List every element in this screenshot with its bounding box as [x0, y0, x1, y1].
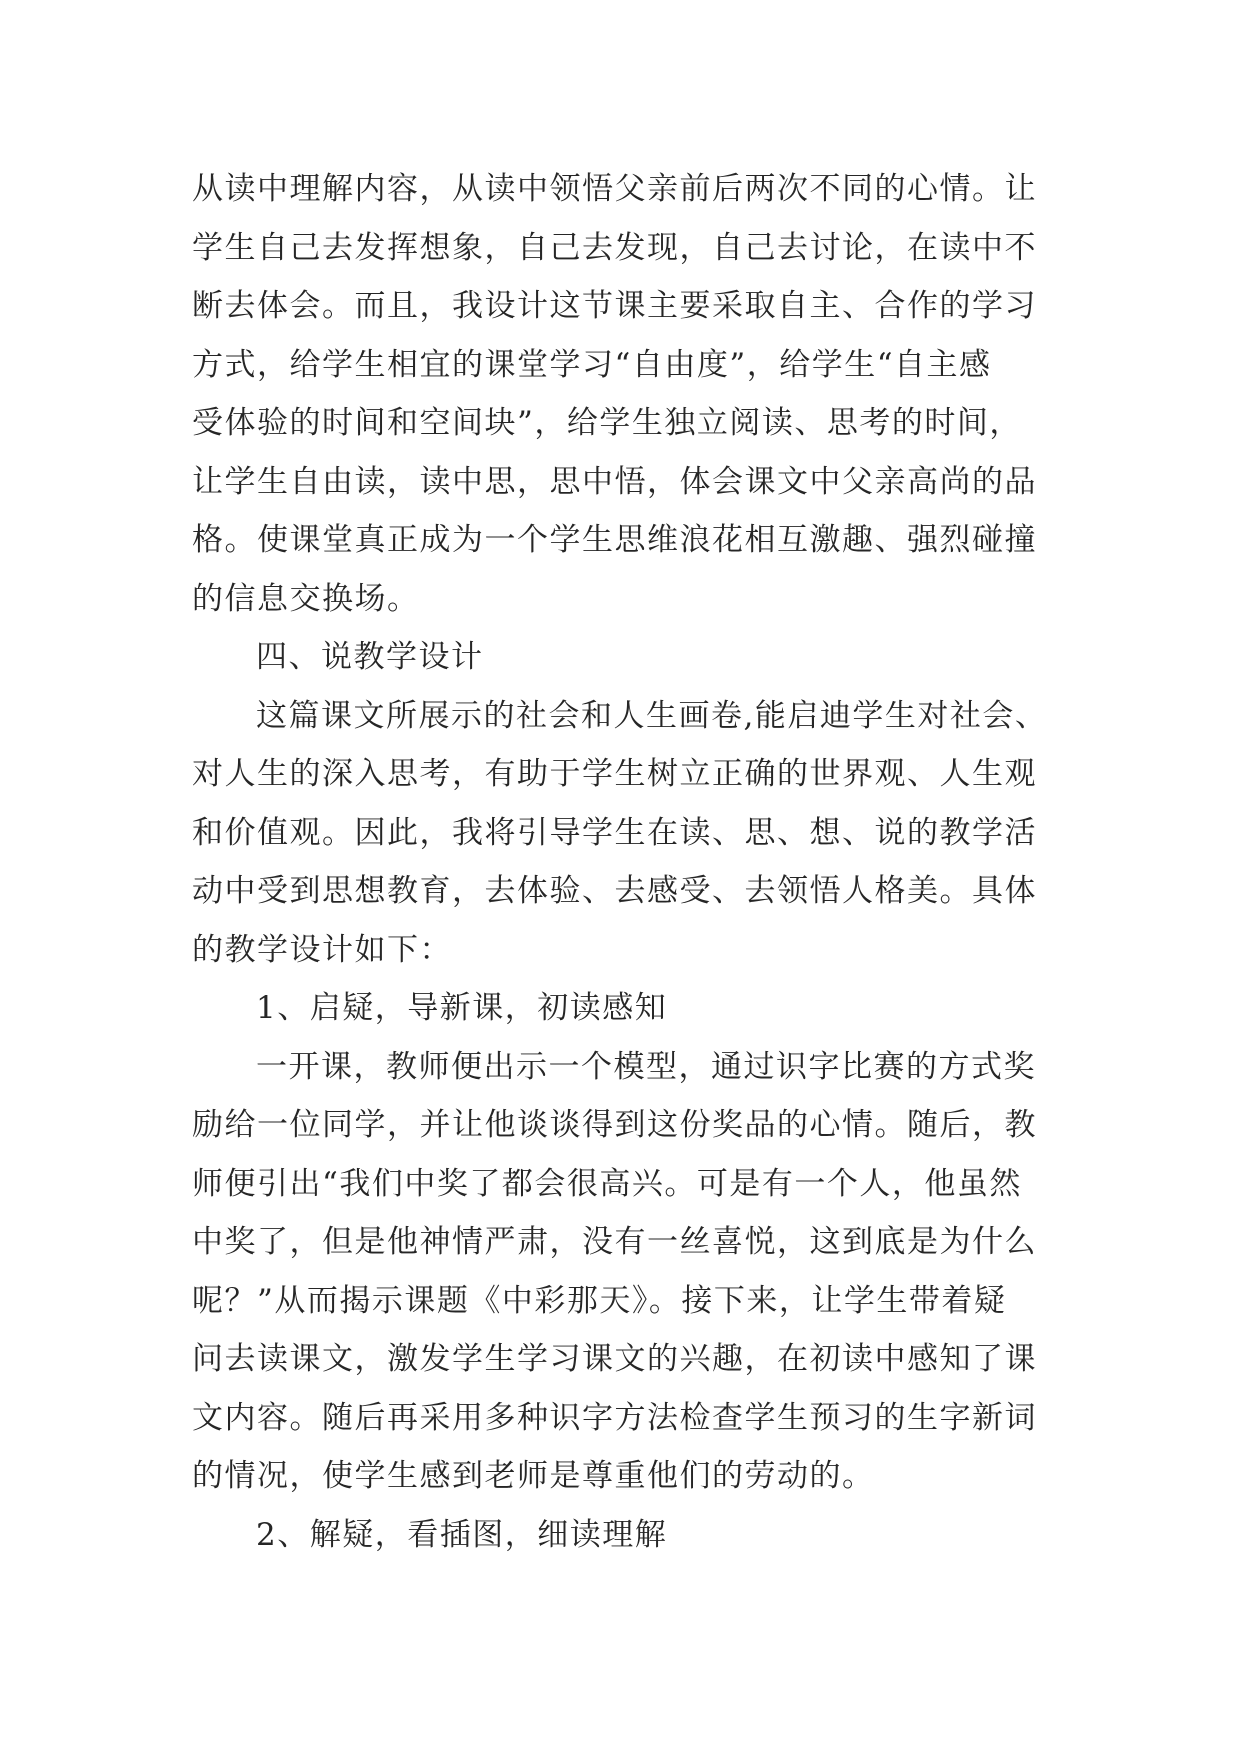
text-line: 受体验的时间和空间块”，给学生独立阅读、思考的时间，: [192, 405, 1022, 441]
text-line: 励给一位同学，并让他谈谈得到这份奖品的心情。随后，教: [192, 1107, 1037, 1143]
document-body: [192, 160, 1064, 1564]
text-line: 文内容。随后再采用多种识字方法检查学生预习的生字新词: [192, 1399, 1037, 1436]
subsection-heading: 1、启疑，导新课，初读感知: [256, 990, 668, 1026]
text-line: 的教学设计如下：: [192, 931, 452, 968]
text-line: 师便引出“我们中奖了都会很高兴。可是有一个人，他虽然: [192, 1165, 1022, 1202]
text-line: 的信息交换场。: [192, 580, 420, 617]
text-line: 中奖了，但是他神情严肃，没有一丝喜悦，这到底是为什么: [192, 1224, 1037, 1260]
section-heading: 四、说教学设计: [256, 639, 484, 675]
text-line: 的情况，使学生感到老师是尊重他们的劳动的。: [192, 1458, 875, 1494]
text-line: 从读中理解内容，从读中领悟父亲前后两次不同的心情。让: [192, 171, 1037, 207]
text-line: 断去体会。而且，我设计这节课主要采取自主、合作的学习: [192, 288, 1037, 324]
text-line: 让学生自由读，读中思，思中悟，体会课文中父亲高尚的品: [192, 463, 1037, 500]
text-line: 学生自己去发挥想象，自己去发现，自己去讨论，在读中不: [192, 229, 1037, 266]
subsection-heading: 2、解疑，看插图，细读理解: [256, 1516, 668, 1553]
text-line: 一开课，教师便出示一个模型，通过识字比赛的方式奖: [256, 1048, 1036, 1085]
text-line: 和价值观。因此，我将引导学生在读、思、想、说的教学活: [192, 814, 1037, 851]
text-line: 方式，给学生相宜的课堂学习“自由度”，给学生“自主感: [192, 346, 992, 383]
text-line: 呢？”从而揭示课题《中彩那天》。接下来，让学生带着疑: [192, 1282, 1007, 1319]
text-line: 这篇课文所展示的社会和人生画卷,能启迪学生对社会、: [256, 697, 1048, 734]
text-line: 问去读课文，激发学生学习课文的兴趣，在初读中感知了课: [192, 1341, 1037, 1377]
text-line: 动中受到思想教育，去体验、去感受、去领悟人格美。具体: [192, 873, 1037, 909]
text-line: 对人生的深入思考，有助于学生树立正确的世界观、人生观: [192, 756, 1037, 792]
text-line: 格。使课堂真正成为一个学生思维浪花相互激趣、强烈碰撞: [192, 522, 1037, 558]
